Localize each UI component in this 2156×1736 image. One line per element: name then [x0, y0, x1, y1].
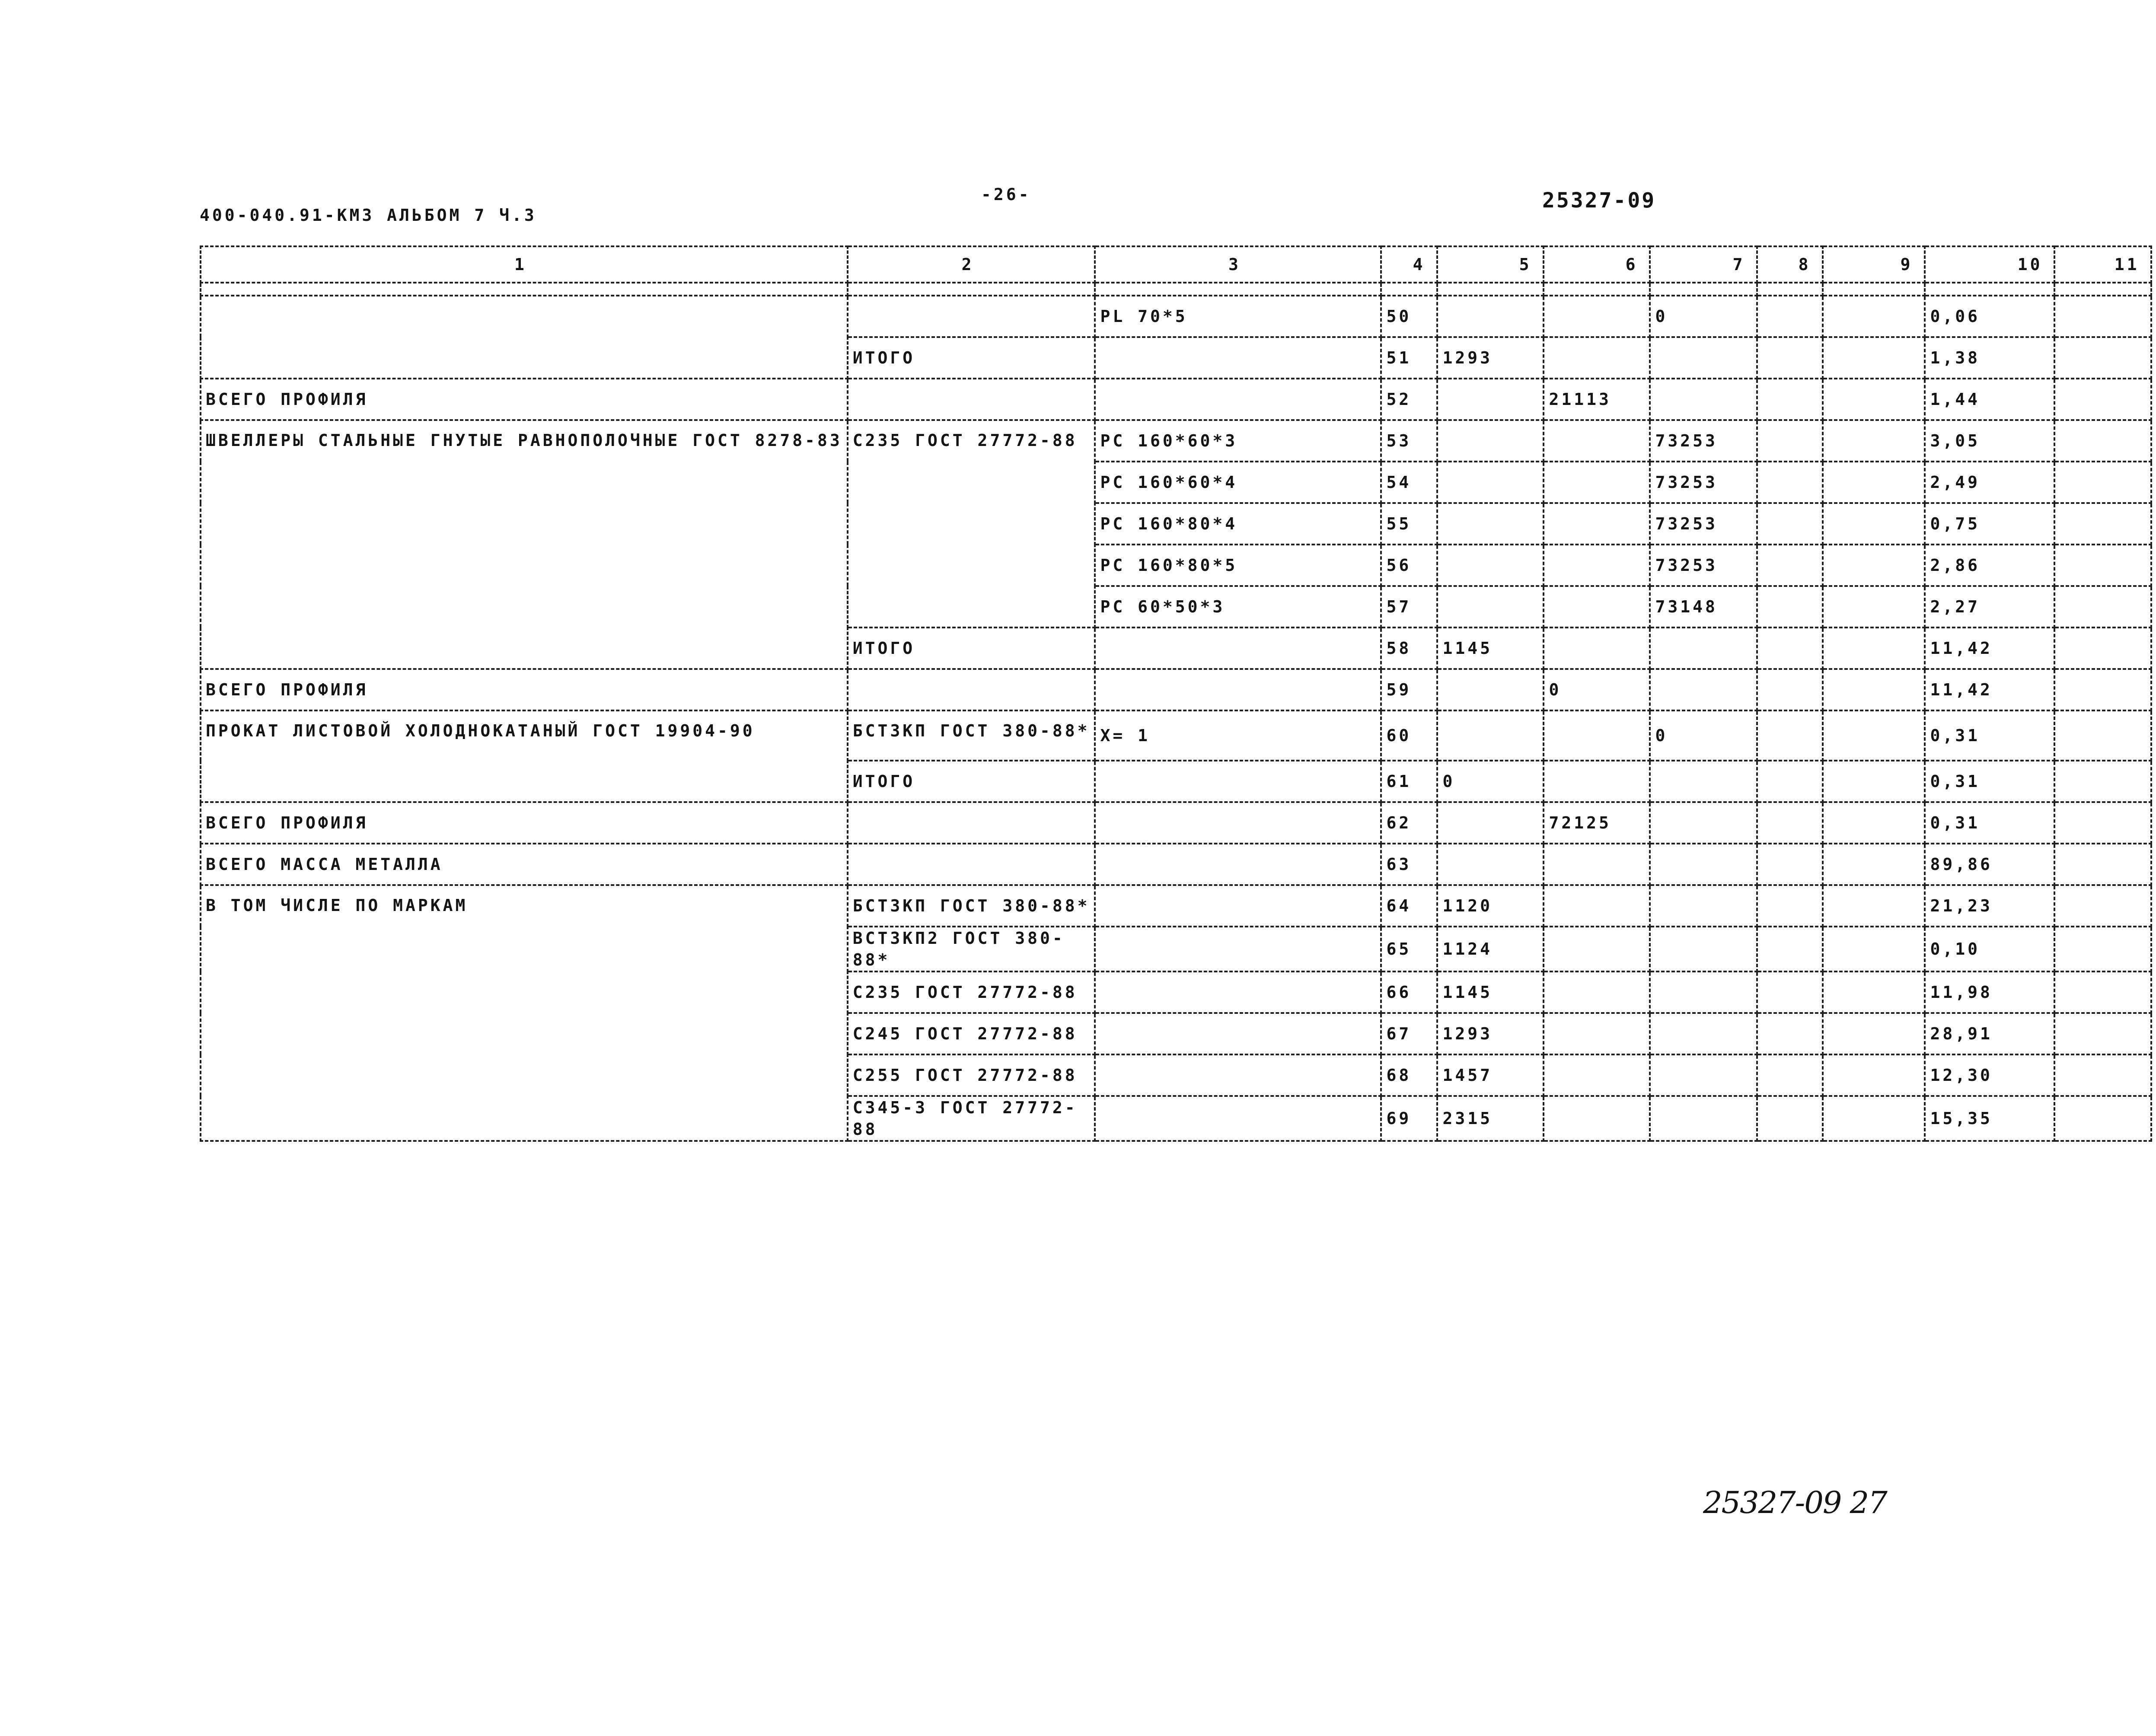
cell	[1544, 1054, 1650, 1096]
row-number-cell: 63	[1381, 844, 1437, 885]
cell	[1650, 1096, 1757, 1141]
row-number-cell: 67	[1381, 1013, 1437, 1054]
cell	[1437, 283, 1544, 296]
table-row	[201, 710, 2151, 761]
cell	[1757, 761, 1823, 802]
cell	[1095, 844, 1381, 885]
profile-name-cell: ПРОКАТ ЛИСТОВОЙ ХОЛОДНОКАТАНЫЙ ГОСТ 19904-90	[201, 710, 848, 802]
cell	[1823, 710, 1925, 761]
cell	[848, 283, 1095, 296]
code-cell: 0	[1437, 761, 1544, 802]
cell	[1437, 503, 1544, 545]
steel-grade-cell: С345-3 ГОСТ 27772-88	[848, 1096, 1095, 1141]
mass-cell: 89,86	[1925, 844, 2054, 885]
steel-grade-cell: С255 ГОСТ 27772-88	[848, 1054, 1095, 1096]
section-cell: PC 160*80*5	[1095, 545, 1381, 586]
row-number-cell: 66	[1381, 972, 1437, 1013]
cell	[1757, 802, 1823, 844]
mass-cell: 11,98	[1925, 972, 2054, 1013]
cell	[2054, 1054, 2151, 1096]
cell	[1757, 503, 1823, 545]
mass-cell: 1,44	[1925, 379, 2054, 420]
cell	[1823, 586, 1925, 628]
cell	[1823, 802, 1925, 844]
cell	[848, 379, 1095, 420]
cell	[1095, 972, 1381, 1013]
cell	[1823, 337, 1925, 379]
cell	[1650, 669, 1757, 710]
row-number-cell: 50	[1381, 296, 1437, 337]
section-cell: PC 60*50*3	[1095, 586, 1381, 628]
cell	[1544, 1096, 1650, 1141]
cell	[2054, 802, 2151, 844]
cell	[2054, 669, 2151, 710]
column-header: 1	[201, 246, 848, 283]
section-cell: PL 70*5	[1095, 296, 1381, 337]
section-cell: PC 160*60*4	[1095, 462, 1381, 503]
code-cell	[1544, 337, 1650, 379]
cell	[2054, 972, 2151, 1013]
code-cell: 0	[1650, 710, 1757, 761]
cell	[1650, 972, 1757, 1013]
cell	[1650, 761, 1757, 802]
total-label: ВСЕГО ПРОФИЛЯ	[201, 379, 848, 420]
cell	[1544, 420, 1650, 462]
row-number-cell: 62	[1381, 802, 1437, 844]
spacer-row	[201, 283, 2151, 296]
cell	[1095, 885, 1381, 927]
row-number-cell: 59	[1381, 669, 1437, 710]
code-cell: 21113	[1544, 379, 1650, 420]
code-cell: 1145	[1437, 972, 1544, 1013]
mass-cell: 1,38	[1925, 337, 2054, 379]
row-number-cell: 53	[1381, 420, 1437, 462]
cell	[1437, 844, 1544, 885]
cell	[1650, 844, 1757, 885]
cell	[1095, 1096, 1381, 1141]
row-number-cell: 61	[1381, 761, 1437, 802]
cell	[2054, 927, 2151, 972]
row-number-cell: 60	[1381, 710, 1437, 761]
mass-cell: 2,86	[1925, 545, 2054, 586]
code-cell: 1145	[1437, 628, 1544, 669]
cell	[1650, 1013, 1757, 1054]
steel-grade-cell: БСТЗКП ГОСТ 380-88*	[848, 710, 1095, 761]
column-header: 8	[1757, 246, 1823, 283]
cell	[2054, 296, 2151, 337]
mass-cell: 0,06	[1925, 296, 2054, 337]
cell	[1757, 586, 1823, 628]
cell	[1823, 927, 1925, 972]
steel-grade-cell: С245 ГОСТ 27772-88	[848, 1013, 1095, 1054]
code-cell: 1293	[1437, 337, 1544, 379]
cell	[848, 802, 1095, 844]
cell	[1823, 545, 1925, 586]
cell	[848, 844, 1095, 885]
column-header: 7	[1650, 246, 1757, 283]
cell	[1757, 1096, 1823, 1141]
cell	[1823, 420, 1925, 462]
steel-specification-table	[200, 245, 2152, 1142]
table-row	[201, 379, 2151, 420]
cell	[2054, 710, 2151, 761]
code-cell	[1650, 337, 1757, 379]
cell	[2054, 761, 2151, 802]
cell	[1757, 283, 1823, 296]
steel-grade-cell: БСТЗКП ГОСТ 380-88*	[848, 885, 1095, 927]
cell	[1823, 844, 1925, 885]
subtotal-label: ИТОГО	[848, 761, 1095, 802]
cell	[1823, 761, 1925, 802]
subtotal-label: ИТОГО	[848, 337, 1095, 379]
mass-cell: 21,23	[1925, 885, 2054, 927]
cell	[1757, 885, 1823, 927]
mass-cell: 0,10	[1925, 927, 2054, 972]
grand-total-label: ВСЕГО МАССА МЕТАЛЛА	[201, 844, 848, 885]
table-row	[201, 420, 2151, 462]
cell	[2054, 337, 2151, 379]
table-row	[201, 802, 2151, 844]
cell	[1757, 545, 1823, 586]
mass-cell: 3,05	[1925, 420, 2054, 462]
cell	[1757, 844, 1823, 885]
code-cell: 0	[1544, 669, 1650, 710]
cell	[1095, 669, 1381, 710]
cell	[1437, 379, 1544, 420]
cell	[1757, 628, 1823, 669]
column-header: 9	[1823, 246, 1925, 283]
code-cell: 73253	[1650, 545, 1757, 586]
cell	[1544, 586, 1650, 628]
row-number-cell: 69	[1381, 1096, 1437, 1141]
cell	[1544, 761, 1650, 802]
cell	[2054, 628, 2151, 669]
table-row	[201, 844, 2151, 885]
cell	[2054, 1096, 2151, 1141]
cell	[2054, 503, 2151, 545]
mass-cell: 28,91	[1925, 1013, 2054, 1054]
column-header: 11	[2054, 246, 2151, 283]
cell	[1095, 283, 1381, 296]
cell	[1437, 669, 1544, 710]
document-code: 400-040.91-КМЗ АЛЬБОМ 7 Ч.3	[200, 206, 537, 225]
row-number-cell: 57	[1381, 586, 1437, 628]
cell	[1095, 802, 1381, 844]
cell	[1823, 669, 1925, 710]
mass-cell: 0,75	[1925, 503, 2054, 545]
mass-cell: 0,31	[1925, 710, 2054, 761]
cell	[1650, 628, 1757, 669]
cell	[1544, 1013, 1650, 1054]
cell	[1823, 379, 1925, 420]
column-header: 4	[1381, 246, 1437, 283]
section-cell	[1095, 337, 1381, 379]
row-number-cell: 58	[1381, 628, 1437, 669]
cell	[1823, 296, 1925, 337]
cell	[2054, 885, 2151, 927]
subtotal-label: ИТОГО	[848, 628, 1095, 669]
section-cell: X= 1	[1095, 710, 1381, 761]
cell	[1095, 379, 1381, 420]
table-row	[201, 885, 2151, 927]
cell	[1095, 628, 1381, 669]
steel-grade-cell: ВСТЗКП2 ГОСТ 380-88*	[848, 927, 1095, 972]
cell	[1925, 283, 2054, 296]
code-cell: 73148	[1650, 586, 1757, 628]
row-number-cell: 65	[1381, 927, 1437, 972]
cell	[1823, 972, 1925, 1013]
steel-grade-cell	[848, 296, 1095, 337]
cell	[1757, 462, 1823, 503]
cell	[1757, 379, 1823, 420]
table-row	[201, 669, 2151, 710]
cell	[1437, 545, 1544, 586]
cell	[1823, 503, 1925, 545]
column-numbers-row	[201, 246, 2151, 283]
code-cell: 1457	[1437, 1054, 1544, 1096]
steel-grade-cell: С235 ГОСТ 27772-88	[848, 420, 1095, 628]
cell	[1650, 802, 1757, 844]
cell	[1095, 1013, 1381, 1054]
cell	[1437, 586, 1544, 628]
cell	[1650, 927, 1757, 972]
row-number-cell: 68	[1381, 1054, 1437, 1096]
cell	[2054, 1013, 2151, 1054]
mass-cell: 2,49	[1925, 462, 2054, 503]
mass-cell: 0,31	[1925, 761, 2054, 802]
handwritten-note: 25327-09 27	[1703, 1485, 1887, 1520]
column-header: 10	[1925, 246, 2054, 283]
cell	[1757, 927, 1823, 972]
cell	[2054, 283, 2151, 296]
cell	[1823, 1013, 1925, 1054]
code-cell: 1124	[1437, 927, 1544, 972]
cell	[1757, 669, 1823, 710]
row-number-cell: 52	[1381, 379, 1437, 420]
cell	[1544, 628, 1650, 669]
cell	[1437, 420, 1544, 462]
cell	[1437, 710, 1544, 761]
column-header: 3	[1095, 246, 1381, 283]
row-number-cell: 64	[1381, 885, 1437, 927]
cell	[1544, 710, 1650, 761]
cell	[1544, 885, 1650, 927]
cell	[1757, 1013, 1823, 1054]
code-cell: 1120	[1437, 885, 1544, 927]
row-number-cell: 51	[1381, 337, 1437, 379]
row-number-cell: 55	[1381, 503, 1437, 545]
cell	[1544, 844, 1650, 885]
code-cell: 73253	[1650, 462, 1757, 503]
album-number: 25327-09	[1542, 188, 1656, 213]
table-row	[201, 296, 2151, 337]
cell	[1381, 283, 1437, 296]
cell	[1544, 462, 1650, 503]
mass-cell: 11,42	[1925, 628, 2054, 669]
column-header: 2	[848, 246, 1095, 283]
mass-cell: 11,42	[1925, 669, 2054, 710]
cell	[1757, 1054, 1823, 1096]
column-header: 6	[1544, 246, 1650, 283]
cell	[1544, 503, 1650, 545]
mass-cell: 2,27	[1925, 586, 2054, 628]
cell	[2054, 462, 2151, 503]
code-cell: 72125	[1544, 802, 1650, 844]
code-cell: 0	[1650, 296, 1757, 337]
cell	[1095, 927, 1381, 972]
code-cell	[1437, 296, 1544, 337]
total-label: ВСЕГО ПРОФИЛЯ	[201, 802, 848, 844]
cell	[1757, 972, 1823, 1013]
cell	[2054, 586, 2151, 628]
code-cell: 2315	[1437, 1096, 1544, 1141]
cell	[2054, 545, 2151, 586]
cell	[1757, 296, 1823, 337]
column-header: 5	[1437, 246, 1544, 283]
cell	[1823, 1096, 1925, 1141]
cell	[2054, 420, 2151, 462]
section-cell: PC 160*60*3	[1095, 420, 1381, 462]
cell	[1544, 545, 1650, 586]
cell	[1757, 420, 1823, 462]
cell	[1095, 761, 1381, 802]
cell	[1823, 283, 1925, 296]
total-label: ВСЕГО ПРОФИЛЯ	[201, 669, 848, 710]
section-cell: PC 160*80*4	[1095, 503, 1381, 545]
cell	[1437, 802, 1544, 844]
cell	[1823, 462, 1925, 503]
cell	[201, 283, 848, 296]
cell	[1757, 710, 1823, 761]
cell	[1823, 1054, 1925, 1096]
code-cell: 1293	[1437, 1013, 1544, 1054]
cell	[1544, 283, 1650, 296]
cell	[1095, 1054, 1381, 1096]
row-number-cell: 54	[1381, 462, 1437, 503]
cell	[2054, 844, 2151, 885]
mass-cell: 15,35	[1925, 1096, 2054, 1141]
cell	[1544, 972, 1650, 1013]
profile-name-cell: В ТОМ ЧИСЛЕ ПО МАРКАМ	[201, 885, 848, 1141]
cell	[2054, 379, 2151, 420]
cell	[1650, 1054, 1757, 1096]
cell	[1650, 885, 1757, 927]
code-cell	[1544, 296, 1650, 337]
cell	[1650, 283, 1757, 296]
profile-name-cell: ШВЕЛЛЕРЫ СТАЛЬНЫЕ ГНУТЫЕ РАВНОПОЛОЧНЫЕ ГОСТ 8278-83	[201, 420, 848, 669]
cell	[1757, 337, 1823, 379]
profile-name-cell	[201, 296, 848, 379]
steel-grade-cell: С235 ГОСТ 27772-88	[848, 972, 1095, 1013]
cell	[1823, 885, 1925, 927]
mass-cell: 12,30	[1925, 1054, 2054, 1096]
page-number: -26-	[981, 185, 1031, 204]
cell	[1650, 379, 1757, 420]
cell	[848, 669, 1095, 710]
code-cell: 73253	[1650, 420, 1757, 462]
cell	[1544, 927, 1650, 972]
cell	[1823, 628, 1925, 669]
code-cell: 73253	[1650, 503, 1757, 545]
row-number-cell: 56	[1381, 545, 1437, 586]
mass-cell: 0,31	[1925, 802, 2054, 844]
cell	[1437, 462, 1544, 503]
